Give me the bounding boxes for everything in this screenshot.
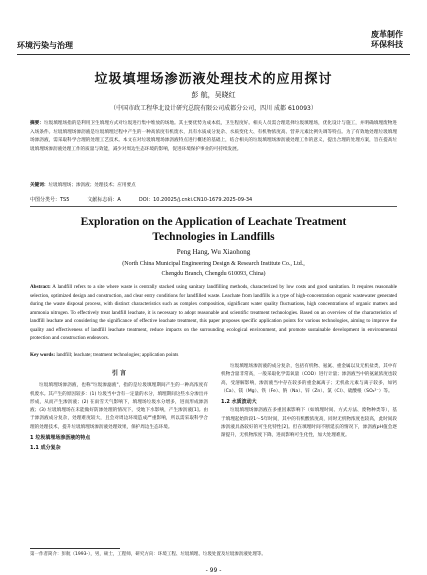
section-1-2-paragraph: 垃圾填埋场渗沥液在多重因素影响下（如填埋时间、方式方法、废物种类等），基于填埋起始阶段1～5年时间，其中的有机酸浓度高，同时无机物浓度也较高，此时间段渗沥液具备较好的可生化特性[2]。但在填埋时间不断延长的情况下，渗沥液pH值会逐渐提升，无机物浓度下降，进而影响可生化性，加大处理难度。 [221,408,397,439]
affiliation-en-line-2: Chengdu Branch, Chengdu 610093, China) [161,271,266,277]
affiliation-cn: （中国市政工程华北设计研究总院有限公司成都分公司，四川 成都 610093） [110,105,317,112]
body-column-right [221,363,397,441]
authors-en: Peng Hang, Wu Xiaohong [176,248,251,256]
keywords-en-label: Key words: [30,352,56,358]
abstract-en [30,283,397,343]
doi[interactable]: DOI：10.20025/j.cnki.CN10-1679.2025-09-34 [138,197,253,203]
abstract-en-label: Abstract: [30,284,51,290]
abstract-en-text: A landfill refers to a site where waste is centrally stacked using sanitary landfilling methods, characterized by low costs and good sanitation. It requires reasonable selection, optimized design and construction, and clear entry conditions for landfilled waste. Leachate from landfills is a type of high-concentration organic wastewater generated during the waste disposal process, with distinct characteristics such as complex composition, significant water quality fluctuations, high concentrations of organic matters and ammonia nitrogen. To effectively treat landfill leachate, it is necessary to adopt reasonable and scientific treatment technologies. Based on an overview of the characteristics of landfill leachate and considering the significance of effective leachate treatment, this paper proposes specific application points for various technologies, aiming to improve the quality and effectiveness of landfill leachate treatment, reduce impacts on the surrounding ecological environment, and promote sustainable development in environmental protection and construction endeavors. [30,284,397,341]
document-code: 文献标志码：A [87,197,121,203]
affiliation-en [0,259,427,279]
section-1-1-heading: 1.1 成分复杂 [30,445,61,452]
article-meta [30,196,397,203]
title-cn: 垃圾填埋场渗沥液处理技术的应用探讨 [94,72,333,87]
brand-logo-text [371,30,403,50]
author-footnote: 第一作者简介：彭航（1993-），男，硕士，工程师，研究方向：环境工程、垃圾填埋、垃圾处置及垃圾渗沥液处理等。 [30,552,266,557]
title-en-line-2: Technologies in Landfills [152,231,275,243]
abstract-cn [30,120,397,154]
section-1-heading: 1 垃圾填埋场渗沥液的特点 [30,435,91,442]
section-1-2-heading: 1.2 水质波动大 [221,399,257,406]
brand-line-1: 废革制作 [371,30,403,39]
abstract-cn-label: 摘要： [30,121,44,126]
page-number: - 99 - [205,567,222,574]
intro-paragraph: 垃圾填埋场渗沥液，也称"垃圾渗滤液"，指的是垃圾填埋期间产生的一种高浓度有机废水。其产生的原因较多：(1) 垃圾当中含有一定量的水分，填埋期间这些水分渗出并形成，从而产生渗沥液；(2) 在雨雪天气影响下，填埋场垃圾水分增多，进而形成渗沥液；(3) 垃圾填埋场在未能做好防渗处理的情况下，受地下水影响，产生渗沥液[1]。由于渗沥液成分复杂，处理难度较大，且会对周边环境造成严重影响，所以需采取科学合理的处理技术，提升垃圾填埋场渗沥液处理效果，保护周边生态环境。 [30,383,208,430]
keywords-cn-label: 关键词： [30,183,49,188]
affiliation-en-line-1: (North China Municipal Engineering Design & Research Institute Co., Ltd., [122,261,305,267]
brand-line-2: 环保科技 [371,40,403,49]
keywords-cn-text: 垃圾填埋场；渗沥液；处理技术；应用要点 [48,183,136,188]
abstract-cn-text: 垃圾填埋场指的是利用卫生填埋方式对垃圾进行集中堆放的场地。其主要优势为成本低，卫生程度好。相关人员需合理选择垃圾填埋场，优化设计与施工，并明确填埋废物进入场条件。垃圾填埋场渗沥液是垃圾填埋过程中产生的一种高浓度有机废水，具有水质成分复杂、水质变化大、有机物浓度高、营养元素比例失调等特点。为了有效地处理垃圾填埋场渗沥液，需采取科学合理的处理工艺技术。本文在对垃圾填埋场渗沥液特点进行概述的基础上，结合相关的垃圾填埋场渗沥液处理工作的意义，提出合理的处理方案，旨在提高垃圾填埋场渗沥液处理工作的质量与效能，减少对周边生态环境的影响，促进环境保护事业的可持续发展。 [30,121,397,152]
title-en-line-1: Exploration on the Application of Leachate Treatment [80,216,347,228]
header-divider [17,54,410,55]
meta-divider [30,206,397,207]
authors-cn: 彭 航，吴晓红 [191,91,236,99]
section-1-1-paragraph: 垃圾填埋场渗沥液的成分复杂，包括有机物、氨氮、重金属以及无机盐类，其中有机物含量非常高，一般采取化学需氧量（COD）进行计量；渗沥液当中的氨氮浓度也较高，受溶解影响，渗沥液当中存在较多的重金属离子；无机盐元素与离子较多，如钙（Ca）、镁（Mg）、铁（Fe）、钠（Na）、锌（Zn）、氯（Cl）、硫酸根（SO₄²⁻）等。 [221,364,397,394]
body-column-left [30,368,208,454]
keywords-en [30,352,397,358]
intro-heading: 引 言 [111,370,127,377]
title-en [0,215,427,245]
footnote-divider [30,548,120,549]
keywords-en-text: landfill; leachate; treatment technologies; application points [56,352,179,358]
journal-section: 环境污染与治理 [17,41,73,50]
clc-number: 中图分类号：TS5 [30,197,70,203]
keywords-cn [30,182,136,188]
